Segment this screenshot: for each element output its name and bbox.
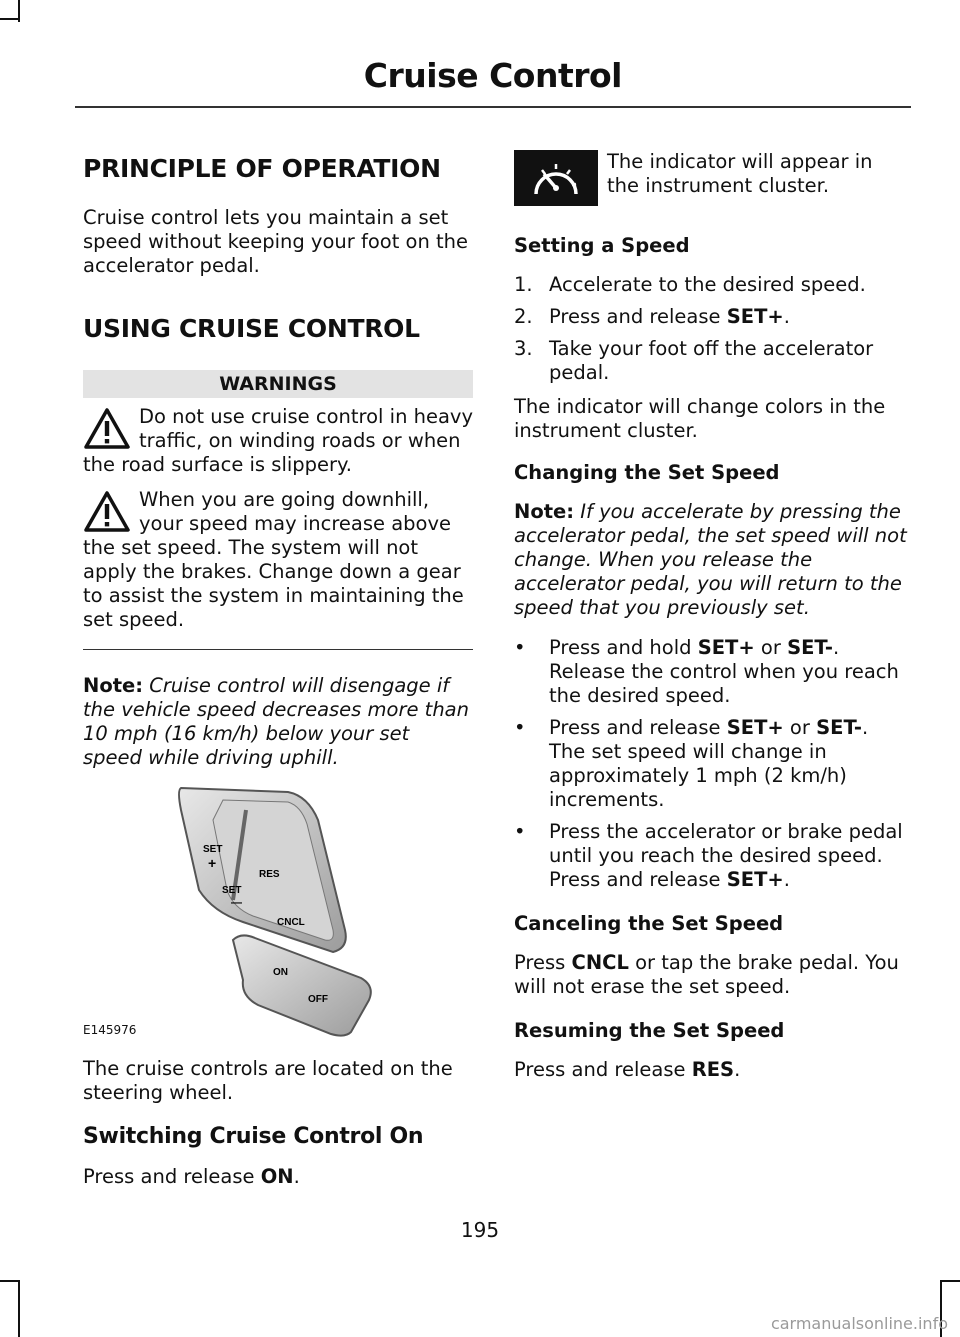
key-cncl: CNCL: [571, 951, 629, 974]
crop-mark-bottom-right-h: [940, 1280, 960, 1282]
step-text: Take your foot off the accelerator pedal.: [549, 337, 874, 384]
switch-on-text: Press and release: [83, 1165, 261, 1188]
key-on: ON: [260, 1165, 294, 1188]
heading-using-cruise-control: USING CRUISE CONTROL: [83, 314, 420, 343]
cruise-control-indicator-icon: [514, 150, 598, 206]
label-minus: —: [231, 897, 242, 909]
footer-site-watermark: carmanualsonline.info: [770, 1314, 948, 1333]
key-set-plus: SET+: [697, 636, 755, 659]
principle-paragraph: Cruise control lets you maintain a set speed without keeping your foot on the accelerator pedal.: [83, 206, 469, 277]
list-item: [514, 820, 908, 892]
heading-switching-on: Switching Cruise Control On: [83, 1124, 424, 1149]
indicator-text: The indicator will appear in the instrument cluster.: [607, 150, 873, 197]
indicator-change-paragraph: The indicator will change colors in the instrument cluster.: [514, 395, 886, 442]
right-column: [514, 150, 908, 1082]
bullet-marker: •: [514, 820, 526, 843]
step-number: 2.: [514, 305, 533, 328]
note-accelerate: [514, 500, 908, 620]
switch-on-period: .: [293, 1165, 300, 1188]
page-header-title: Cruise Control: [363, 56, 622, 95]
list-item: [514, 337, 908, 385]
label-plus: +: [208, 855, 217, 871]
note-cruise-disengage: [83, 674, 473, 770]
step-number: 1.: [514, 273, 533, 296]
bullet-text: . Release the control when you reach the desired speed.: [549, 636, 899, 707]
step-period: .: [783, 305, 790, 328]
bullet-text: Press the accelerator or brake pedal until you reach the desired speed. Press and release: [549, 820, 903, 891]
steering-wheel-cruise-buttons-illustration: [83, 780, 473, 1045]
heading-setting-a-speed: Setting a Speed: [514, 234, 690, 257]
note-label: Note:: [514, 500, 575, 523]
heading-canceling-set-speed: Canceling the Set Speed: [514, 912, 784, 935]
label-cncl: CNCL: [277, 917, 305, 928]
warning-triangle-icon: [83, 490, 131, 534]
list-item: [514, 305, 908, 329]
note-text: If you accelerate by pressing the accelerator pedal, the set speed will not change. When you release the accelerator pedal, you will return to the speed that you previously set.: [514, 500, 907, 619]
warning-triangle-icon: [83, 407, 131, 451]
step-text: Press and release: [549, 305, 727, 328]
bullet-text: . The set speed will change in approximately 1 mph (2 km/h) increments.: [549, 716, 869, 811]
changing-speed-bullets: [514, 636, 908, 892]
warning-text-2: When you are going downhill, your speed may increase above the set speed. The system will not apply the brakes. Change down a gear to assist the system in maintaining the set speed.: [83, 488, 464, 631]
resume-paragraph: [514, 1058, 908, 1082]
resume-text: Press and release: [514, 1058, 692, 1081]
step-number: 3.: [514, 337, 533, 360]
setting-steps-list: [514, 273, 908, 385]
page-number: 195: [460, 1218, 500, 1242]
key-set-plus: SET+: [726, 868, 784, 891]
list-item: [514, 636, 908, 708]
resume-period: .: [734, 1058, 741, 1081]
key-set-plus: SET+: [726, 305, 784, 328]
crop-mark-top-left-h: [0, 18, 20, 20]
warnings-end-rule: [83, 649, 473, 650]
location-paragraph: The cruise controls are located on the steering wheel.: [83, 1057, 453, 1104]
list-item: [514, 273, 908, 297]
warning-item-1: [83, 405, 473, 477]
heading-changing-set-speed: Changing the Set Speed: [514, 461, 780, 484]
crop-mark-bottom-left-h: [0, 1280, 20, 1282]
note-label: Note:: [83, 674, 144, 697]
key-set-minus: SET-: [816, 716, 862, 739]
indicator-row: [514, 150, 908, 210]
key-set-plus: SET+: [726, 716, 784, 739]
step-text: Accelerate to the desired speed.: [549, 273, 866, 296]
switch-on-paragraph: [83, 1165, 473, 1189]
bullet-text: Press and hold: [549, 636, 698, 659]
label-set-minus: SET: [222, 885, 242, 896]
warnings-header: WARNINGS: [83, 370, 473, 398]
heading-resuming-set-speed: Resuming the Set Speed: [514, 1019, 785, 1042]
heading-principle-of-operation: PRINCIPLE OF OPERATION: [83, 154, 441, 183]
label-set-plus: SET: [203, 844, 223, 855]
key-res: RES: [691, 1058, 735, 1081]
bullet-text: or: [754, 636, 788, 659]
label-on: ON: [273, 967, 288, 978]
crop-mark-bottom-left: [18, 1280, 20, 1337]
bullet-text: Press and release: [549, 716, 727, 739]
bullet-text: .: [783, 868, 790, 891]
bullet-marker: •: [514, 636, 526, 659]
cancel-text: or tap the brake pedal. You will not erase the set speed.: [514, 951, 899, 998]
bullet-text: or: [783, 716, 817, 739]
label-off: OFF: [308, 994, 328, 1005]
cancel-paragraph: [514, 951, 908, 999]
header-rule: [75, 106, 911, 108]
left-column: [83, 150, 473, 1189]
warning-text-1: Do not use cruise control in heavy traffic, on winding roads or when the road surface is slippery.: [83, 405, 474, 476]
figure-code: E145976: [83, 1023, 137, 1037]
note-text: Cruise control will disengage if the vehicle speed decreases more than 10 mph (16 km/h) below your set speed while driving uphill.: [83, 674, 469, 769]
cruise-controls-figure: [83, 780, 473, 1045]
warning-item-2: [83, 488, 473, 632]
list-item: [514, 716, 908, 812]
cancel-text: Press: [514, 951, 572, 974]
label-res: RES: [259, 869, 280, 880]
key-set-minus: SET-: [787, 636, 833, 659]
bullet-marker: •: [514, 716, 526, 739]
